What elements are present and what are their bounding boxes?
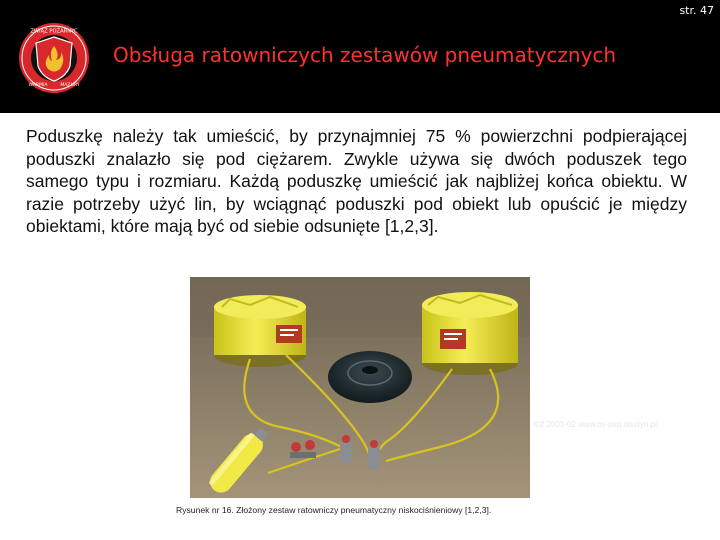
logo-top-text: ZWIĄZ POŻARNYC — [30, 28, 78, 35]
page-title: Obsługa ratowniczych zestawów pneumatycznych — [113, 43, 617, 67]
logo-bottom-right-text: MAZURY — [60, 83, 80, 88]
fire-brigade-logo — [18, 22, 90, 94]
right-cushion — [422, 292, 518, 375]
slide-content — [0, 113, 720, 540]
pneumatic-kit-photo — [190, 277, 530, 498]
slide-header — [0, 0, 720, 113]
photo-watermark: ©2,2001-02 www.os-psp.olsztyn.pl — [534, 420, 657, 429]
black-mat-cushion — [328, 351, 412, 403]
figure-caption: Rysunek nr 16. Złożony zestaw ratowniczy pneumatyczny niskociśnieniowy [1,2,3]. — [176, 505, 492, 515]
logo-bottom-left-text: WARMIA — [28, 83, 48, 88]
page-number: str. 47 — [679, 4, 714, 17]
body-paragraph: Poduszkę należy tak umieścić, by przynajmniej 75 % powierzchni podpierającej poduszki znalazło się pod ciężarem. Zwykle używa się dwóch poduszek tego samego typu i rozmiaru. Każdą poduszkę umieścić jak najbliżej końca obiektu. W razie potrzeby użyć lin, by wciągnąć poduszki pod obiekt lub opuścić je między obiektami, które mają być od siebie odsunięte [1,2,3]. — [26, 126, 687, 237]
left-cushion — [214, 295, 306, 367]
